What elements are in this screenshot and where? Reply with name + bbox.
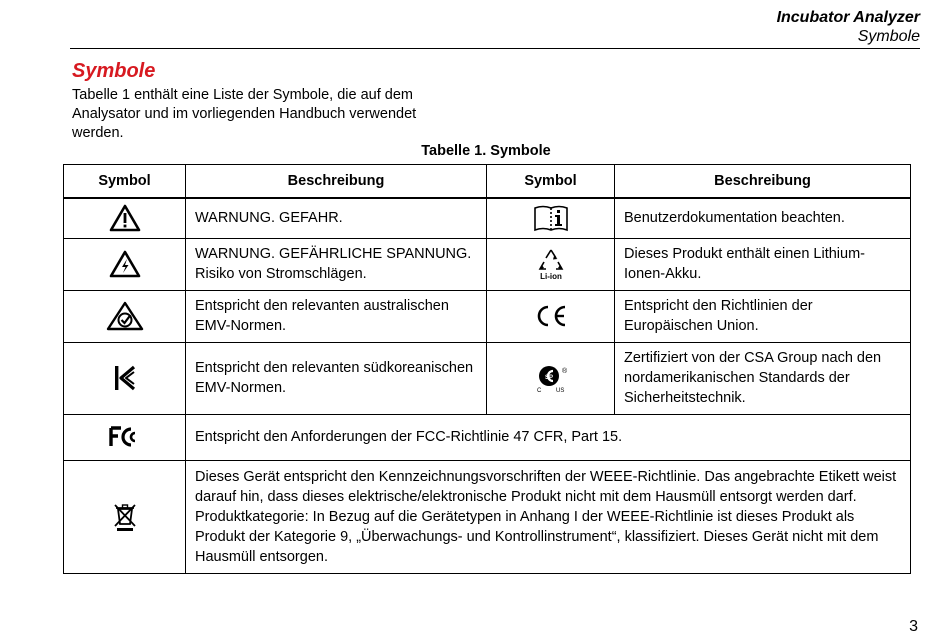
weee-crossed-bin-icon [113, 502, 137, 532]
li-ion-label: Li-ion [539, 272, 562, 281]
column-header-description: Beschreibung [615, 165, 911, 199]
description-cell: Entspricht den Richtlinien der Europäischen Union. [615, 290, 911, 342]
header-rule [70, 48, 920, 49]
csa-mark-icon [531, 362, 571, 394]
symbol-cell [64, 342, 186, 414]
running-header [777, 8, 920, 46]
table-row [64, 238, 911, 290]
column-header-description: Beschreibung [186, 165, 487, 199]
svg-text:®: ® [561, 368, 567, 375]
intro-paragraph: Tabelle 1 enthält eine Liste der Symbole, die auf dem Analysator und im vorliegenden Handbuch verwendet werden. [72, 87, 417, 141]
description-cell: Dieses Gerät entspricht den Kennzeichnungsvorschriften der WEEE-Richtlinie. Das angebrachte Etikett weist darauf hin, dass dieses elektrische/elektronische Produkt nicht mit dem Hausmüll entsorgt werden darf. Produktkategorie: In Bezug auf die Gerätetypen in Anhang I der WEEE-Richtlinie ist dieses Produkt als Produkt der Kategorie 9, „Überwachungs- und Kontrollinstrument“, klassifiziert. Dieses Gerät nicht mit dem Hausmüll entsorgen. [186, 460, 911, 573]
column-header-symbol: Symbol [487, 165, 615, 199]
symbol-cell [64, 290, 186, 342]
header-subtitle: Symbole [857, 28, 920, 45]
recycle-li-ion-icon [534, 247, 568, 281]
symbol-cell [487, 342, 615, 414]
symbol-cell [64, 460, 186, 573]
kc-mark-icon [112, 363, 138, 393]
description-cell: Dieses Produkt enthält einen Lithium-Ionen-Akku. [615, 238, 911, 290]
symbol-cell [64, 198, 186, 238]
description-cell: Entspricht den Anforderungen der FCC-Richtlinie 47 CFR, Part 15. [186, 414, 911, 460]
table-header-row [64, 165, 911, 199]
description-cell: Entspricht den relevanten südkoreanischen EMV-Normen. [186, 342, 487, 414]
symbol-cell [64, 238, 186, 290]
column-header-symbol: Symbol [64, 165, 186, 199]
description-cell: WARNUNG. GEFAHR. [186, 198, 487, 238]
book-info-icon [533, 204, 569, 232]
symbol-cell [487, 198, 615, 238]
ce-mark-icon [534, 304, 568, 328]
description-cell: Zertifiziert von der CSA Group nach den nordamerikanischen Standards der Sicherheitstechnik. [615, 342, 911, 414]
description-cell: Benutzerdokumentation beachten. [615, 198, 911, 238]
rcm-mark-icon [106, 301, 144, 331]
table-row [64, 198, 911, 238]
fcc-mark-icon [109, 426, 141, 448]
symbol-cell [64, 414, 186, 460]
high-voltage-triangle-icon [109, 250, 141, 278]
description-cell: WARNUNG. GEFÄHRLICHE SPANNUNG. Risiko von Stromschlägen. [186, 238, 487, 290]
symbol-cell [487, 290, 615, 342]
table-row [64, 414, 911, 460]
symbol-cell [487, 238, 615, 290]
table-row [64, 460, 911, 573]
table-row [64, 342, 911, 414]
section-title: Symbole [72, 60, 156, 82]
description-cell: Entspricht den relevanten australischen EMV-Normen. [186, 290, 487, 342]
table-row [64, 290, 911, 342]
page-number: 3 [909, 618, 918, 635]
table-caption: Tabelle 1. Symbole [421, 143, 551, 159]
svg-text:SP: SP [544, 375, 553, 381]
symbol-table [63, 164, 911, 574]
header-title: Incubator Analyzer [776, 9, 920, 26]
warning-triangle-icon [109, 204, 141, 232]
svg-text:C: C [536, 388, 541, 394]
svg-text:US: US [555, 388, 564, 394]
